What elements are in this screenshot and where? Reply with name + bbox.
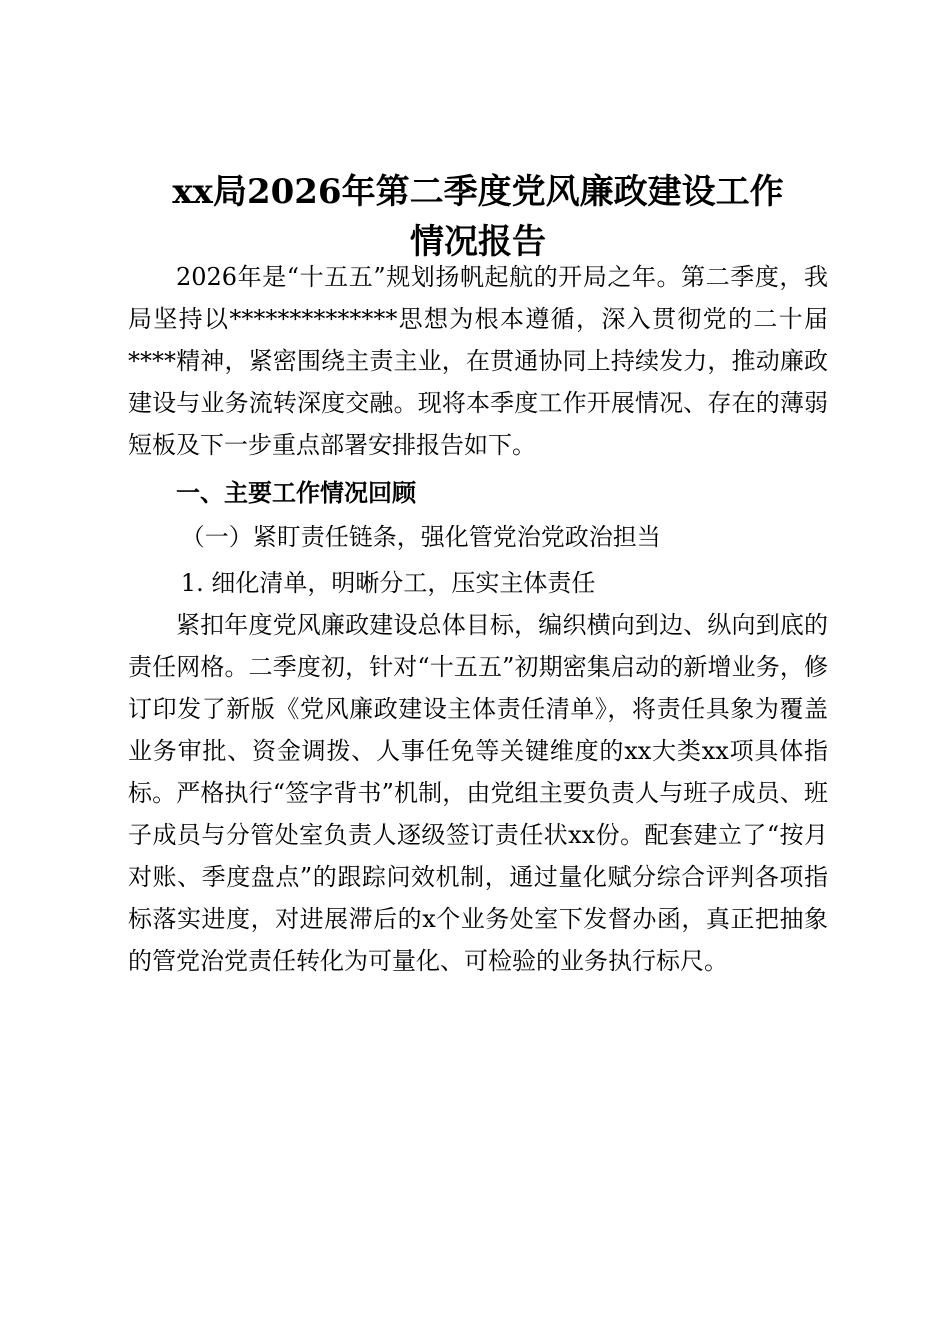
document-title-line-2: 情况报告 [410, 222, 546, 262]
item-body-1: 紧扣年度党风廉政建设总体目标，编织横向到边、纵向到底的责任网格。二季度初，针对“十五五”初期密集启动的新增业务，修订印发了新版《党风廉政建设主体责任清单》，将责任具象为覆盖业务审批、资金调拨、人事任免等关键维度的xx大类xx项具体指标。严格执行“签字背书”机制，由党组主要负责人与班子成员、班子成员与分管处室负责人逐级签订责任状xx份。配套建立了“按月对账、季度盘点”的跟踪问效机制，通过量化赋分综合评判各项指标落实进度，对进展滞后的x个业务处室下发督办函，真正把抽象的管党治党责任转化为可量化、可检验的业务执行标尺。 [128, 611, 828, 975]
section-heading-1: 一、主要工作情况回顾 [176, 478, 416, 507]
intro-paragraph: 2026年是“十五五”规划扬帆起航的开局之年。第二季度，我局坚持以**************思想为根本遵循，深入贯彻党的二十届****精神，紧密围绕主责主业，在贯通协同上持续发力，推动廉政建设与业务流转深度交融。现将本季度工作开展情况、存在的薄弱短板及下一步重点部署安排报告如下。 [128, 263, 828, 459]
document-body [128, 256, 828, 982]
item-heading-1: 1. 细化清单，明晰分工，压实主体责任 [180, 569, 596, 597]
document-title-line-1: xx局2026年第二季度党风廉政建设工作 [172, 172, 784, 212]
subsection-heading-1: （一）紧盯责任链条，强化管党治党政治担当 [180, 523, 661, 551]
